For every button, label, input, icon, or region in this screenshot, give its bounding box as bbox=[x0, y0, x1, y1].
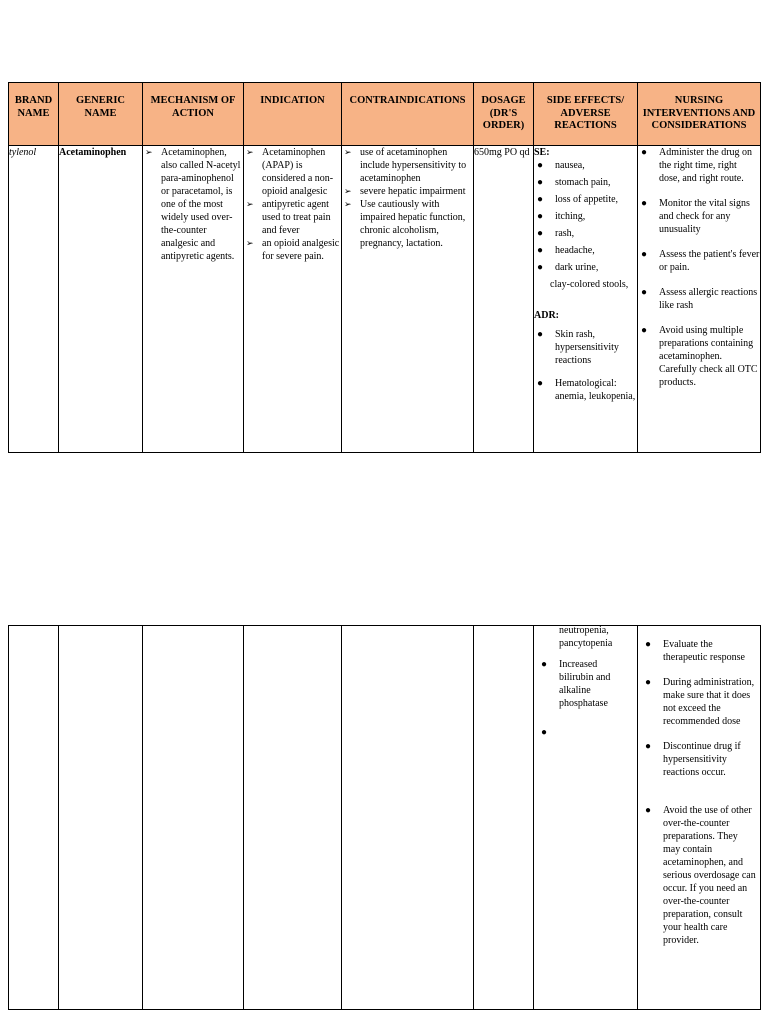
dosage-cell bbox=[474, 626, 534, 1010]
dot-bullet-icon: ● bbox=[641, 147, 648, 158]
list-item: ● Skin rash, hypersensitivity reactions bbox=[537, 329, 619, 366]
list-item: ● loss of appetite, bbox=[537, 194, 619, 205]
se-label: SE: bbox=[534, 147, 550, 158]
dot-bullet-icon: ● bbox=[537, 177, 544, 188]
arrow-bullet-icon: ➢ bbox=[246, 147, 254, 157]
contraindications-cell bbox=[342, 626, 474, 1010]
list-item: ➢ Acetaminophen (APAP) is considered a non-opioid analgesic bbox=[246, 147, 334, 197]
list-item: ● During administration, make sure that it does not exceed the recommended dose bbox=[645, 677, 755, 727]
side-effects-cell bbox=[534, 626, 638, 1010]
se-continuation: clay-colored stools, bbox=[550, 279, 629, 290]
list-item: ● Administer the drug on the right time, right dose, and right route. bbox=[641, 147, 753, 184]
arrow-bullet-icon: ➢ bbox=[344, 147, 352, 157]
dot-bullet-icon: ● bbox=[537, 245, 544, 256]
list-item: ● headache, bbox=[537, 245, 595, 256]
dot-bullet-icon: ● bbox=[645, 677, 652, 688]
list-item: ➢ Use cautiously with impaired hepatic function, chronic alcoholism, pregnancy, lactation. bbox=[344, 199, 466, 249]
list-item: ● Monitor the vital signs and check for any unusuality bbox=[641, 198, 750, 235]
list-item: ● Hematological: anemia, leukopenia, bbox=[537, 378, 636, 402]
list-item: ➢ an opioid analgesic for severe pain. bbox=[246, 238, 340, 262]
arrow-bullet-icon: ➢ bbox=[344, 199, 352, 209]
header-indication: INDICATION bbox=[244, 83, 342, 146]
arrow-bullet-icon: ➢ bbox=[246, 238, 254, 248]
list-item: ● nausea, bbox=[537, 160, 585, 171]
indication-cell bbox=[244, 626, 342, 1010]
list-item: ➢ severe hepatic impairment bbox=[344, 186, 466, 197]
nursing-cell bbox=[638, 146, 761, 453]
dot-bullet-icon: ● bbox=[541, 659, 548, 670]
dot-bullet-icon: ● bbox=[645, 639, 652, 650]
brand-name-cell: tylenol bbox=[9, 146, 59, 453]
drug-table-page-2 bbox=[8, 625, 761, 1010]
dot-bullet-icon: ● bbox=[537, 262, 544, 273]
list-item: ● Evaluate the therapeutic response bbox=[645, 639, 745, 663]
list-item: ● Assess the patient's fever or pain. bbox=[641, 249, 760, 273]
dot-bullet-icon: ● bbox=[537, 228, 544, 239]
list-item: ● itching, bbox=[537, 211, 586, 222]
header-generic-name: GENERIC NAME bbox=[59, 83, 143, 146]
adr-continuation: neutropenia, pancytopenia bbox=[559, 625, 613, 649]
dot-bullet-icon: ● bbox=[645, 741, 652, 752]
generic-name-cell: Acetaminophen bbox=[59, 146, 143, 453]
brand-name-cell bbox=[9, 626, 59, 1010]
header-brand-name: BRAND NAME bbox=[9, 83, 59, 146]
dot-bullet-icon: ● bbox=[541, 727, 548, 738]
side-effects-cell bbox=[534, 146, 638, 453]
list-item: ➢ antipyretic agent used to treat pain and fever bbox=[246, 199, 331, 236]
header-contraindications: CONTRAINDICATIONS bbox=[342, 83, 474, 146]
dot-bullet-icon: ● bbox=[641, 249, 648, 260]
generic-name-cell bbox=[59, 626, 143, 1010]
dosage-cell: 650mg PO qd bbox=[474, 146, 534, 453]
dot-bullet-icon: ● bbox=[537, 160, 544, 171]
list-item: ● Assess allergic reactions like rash bbox=[641, 287, 758, 311]
dot-bullet-icon: ● bbox=[641, 325, 648, 336]
dot-bullet-icon: ● bbox=[641, 198, 648, 209]
contraindications-cell bbox=[342, 146, 474, 453]
arrow-bullet-icon: ➢ bbox=[145, 147, 153, 157]
arrow-bullet-icon: ➢ bbox=[246, 199, 254, 209]
indication-cell bbox=[244, 146, 342, 453]
table-row bbox=[9, 626, 761, 1010]
drug-table-page-1 bbox=[8, 82, 761, 453]
list-item: ● Discontinue drug if hypersensitivity reactions occur. bbox=[645, 741, 741, 778]
dot-bullet-icon: ● bbox=[537, 329, 544, 340]
dot-bullet-icon: ● bbox=[537, 194, 544, 205]
arrow-bullet-icon: ➢ bbox=[344, 186, 352, 196]
list-item: ➢ Acetaminophen, also called N-acetyl para-aminophenol or paracetamol, is one of the most widely used over-the-counter analgesic and antipyretic agents. bbox=[145, 147, 241, 262]
list-item: ● Avoid using multiple preparations containing acetaminophen. Carefully check all OTC products. bbox=[641, 325, 758, 388]
dot-bullet-icon: ● bbox=[537, 378, 544, 389]
header-nursing: NURSING INTERVENTIONS AND CONSIDERATIONS bbox=[638, 83, 761, 146]
table-header-row bbox=[9, 83, 761, 146]
table-row bbox=[9, 146, 761, 453]
list-item: ➢ use of acetaminophen include hypersensitivity to acetaminophen bbox=[344, 147, 467, 184]
mechanism-cell bbox=[143, 146, 244, 453]
list-item: ● stomach pain, bbox=[537, 177, 611, 188]
list-item: ● rash, bbox=[537, 228, 575, 239]
list-item: ● Avoid the use of other over-the-counter preparations. They may contain acetaminophen, and serious overdosage can occur. If you need an over-the-counter preparation, consult your health care provider. bbox=[645, 805, 756, 946]
list-item: ● dark urine, bbox=[537, 262, 599, 273]
header-side-effects: SIDE EFFECTS/ ADVERSE REACTIONS bbox=[534, 83, 638, 146]
mechanism-cell bbox=[143, 626, 244, 1010]
list-item: ● Increased bilirubin and alkaline phosphatase bbox=[541, 659, 611, 709]
dot-bullet-icon: ● bbox=[537, 211, 544, 222]
nursing-cell bbox=[638, 626, 761, 1010]
header-mechanism: MECHANISM OF ACTION bbox=[143, 83, 244, 146]
dot-bullet-icon: ● bbox=[645, 805, 652, 816]
dot-bullet-icon: ● bbox=[641, 287, 648, 298]
header-dosage: DOSAGE (DR'S ORDER) bbox=[474, 83, 534, 146]
adr-label: ADR: bbox=[534, 310, 559, 321]
